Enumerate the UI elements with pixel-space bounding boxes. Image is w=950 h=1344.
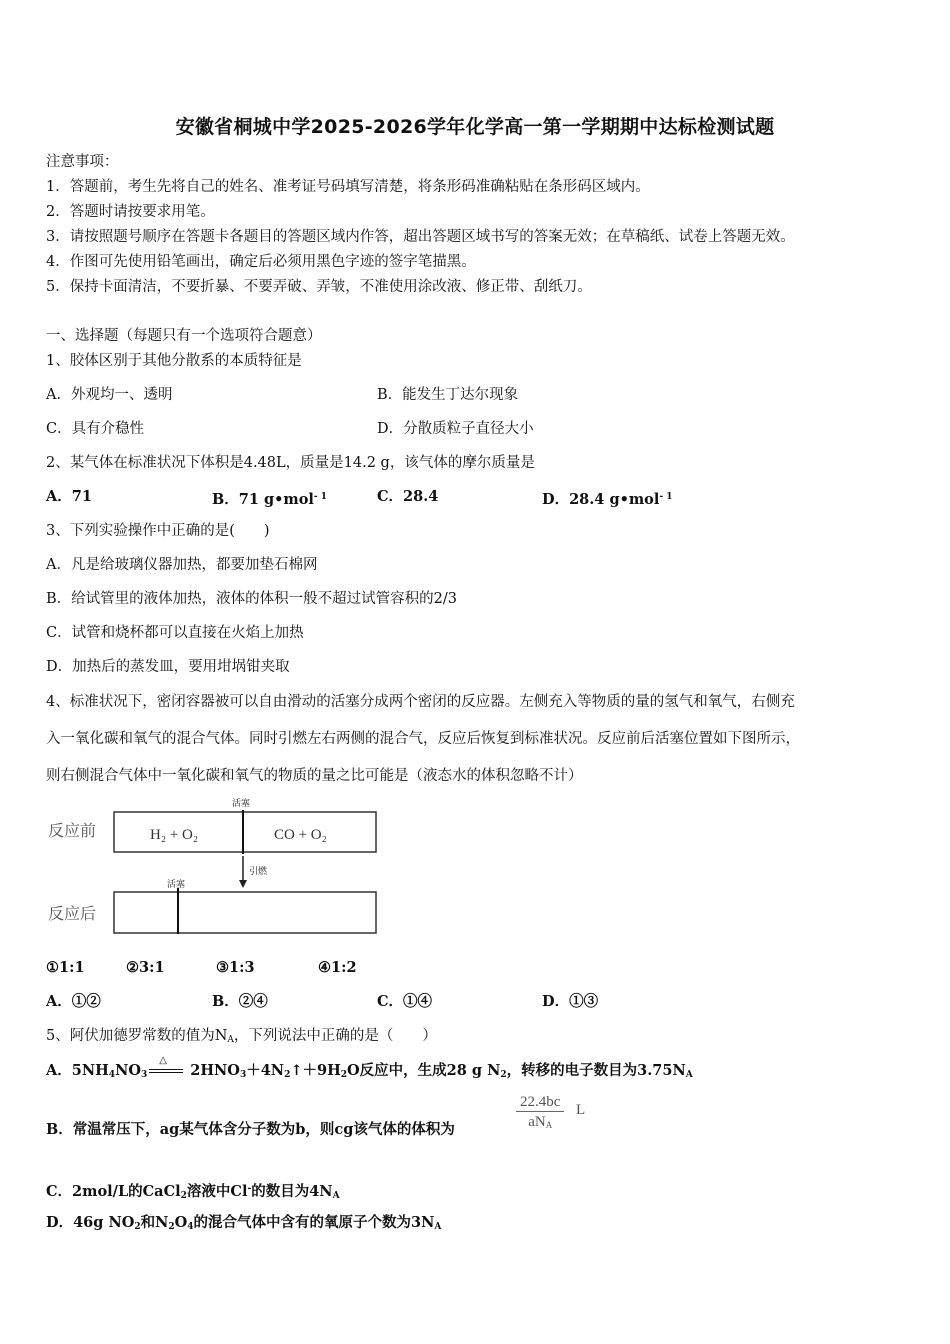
q5-option-b: B．常温常压下，ag某气体含分子数为b，则cg该气体的体积为 xyxy=(46,1121,455,1138)
q2-option-b xyxy=(212,487,327,510)
notice-item: 5．保持卡面清洁，不要折暴、不要弄破、弄皱，不准使用涂改液、修正带、刮纸刀。 xyxy=(46,279,592,295)
notice-item: 1．答题前，考生先将自己的姓名、准考证号码填写清楚，将条形码准确粘贴在条形码区域内。 xyxy=(46,179,650,195)
notice-heading: 注意事项： xyxy=(46,154,119,170)
q4-option-a: A．①② xyxy=(46,993,101,1010)
fraction-denominator-sub: A xyxy=(545,1120,553,1130)
q2-option-d-text: D．28.4 g•mol xyxy=(542,491,660,508)
ignite-arrowhead xyxy=(239,880,247,888)
q3-option-a: A．凡是给玻璃仪器加热，都要加垫石棉网 xyxy=(46,557,318,573)
piston-diagram xyxy=(46,796,380,938)
q3-option-c: C．试管和烧杯都可以直接在火焰上加热 xyxy=(46,625,304,641)
q3-option-d: D．加热后的蒸发皿，要用坩埚钳夹取 xyxy=(46,659,290,675)
q1-stem: 1、胶体区别于其他分散系的本质特征是 xyxy=(46,353,302,369)
before-label: 反应前 xyxy=(48,821,97,840)
q2-option-b-text: B．71 g•mol xyxy=(212,491,314,508)
q5-option-c: C．2mol/L的CaCl$_2$溶液中Cl-的数目为$4N_A$ xyxy=(46,1183,340,1201)
fraction-denominator xyxy=(516,1112,564,1131)
q4-stem-line3: 则右侧混合气体中一氧化碳和氧气的物质的量之比可能是（液态水的体积忽略不计） xyxy=(46,768,583,784)
q4-ratio-4: ④1:2 xyxy=(318,959,357,976)
q5-stem-end: ，下列说法中正确的是（ ） xyxy=(233,1028,437,1044)
q5-stem-sub: A xyxy=(227,1035,234,1045)
q2-option-d-exp: - 1 xyxy=(659,492,673,502)
page-title: 安徽省桐城中学2025-2026学年化学高一第一学期期中达标检测试题 xyxy=(175,116,775,138)
right-gas: CO + O₂ xyxy=(274,827,327,843)
ignite-label: 引燃 xyxy=(249,867,268,877)
q2-stem: 2、某气体在标准状况下体积是4.48L，质量是14.2 g，该气体的摩尔质量是 xyxy=(46,455,535,471)
q4-stem-line1: 4、标准状况下，密闭容器被可以自由滑动的活塞分成两个密闭的反应器。左侧充入等物质的量的氢气和氧气，右侧充 xyxy=(46,694,795,710)
section-heading: 一、选择题（每题只有一个选项符合题意） xyxy=(46,328,322,344)
fraction-unit: L xyxy=(576,1102,586,1118)
q1-option-d: D．分散质粒子直径大小 xyxy=(377,421,534,437)
fraction-denominator-text: aN xyxy=(528,1114,546,1130)
q5-stem-text: 5、阿伏加德罗常数的值为N xyxy=(46,1028,228,1044)
q4-ratio-3: ③1:3 xyxy=(216,959,255,976)
q4-ratio-2: ②3:1 xyxy=(126,959,165,976)
after-piston-label: 活塞 xyxy=(167,880,186,890)
fraction-numerator: 22.4bc xyxy=(516,1094,564,1112)
q3-stem: 3、下列实验操作中正确的是( ) xyxy=(46,523,270,539)
q1-option-a: A．外观均一、透明 xyxy=(46,387,173,403)
q4-option-b: B．②④ xyxy=(212,993,268,1010)
q4-stem-line2: 入一氧化碳和氧气的混合气体。同时引燃左右两侧的混合气，反应后恢复到标准状况。反应前后活塞位置如下图所示， xyxy=(46,731,800,747)
q4-option-d: D．①③ xyxy=(542,993,599,1010)
q5-option-d: D．46g $NO_2$和$N_2O_4$的混合气体中含有的氧原子个数为$3N_A$ xyxy=(46,1214,442,1232)
q4-option-c: C．①④ xyxy=(377,993,433,1010)
after-label: 反应后 xyxy=(48,904,97,923)
q1-option-b: B．能发生丁达尔现象 xyxy=(377,387,519,403)
before-piston-label: 活塞 xyxy=(232,799,251,809)
after-container xyxy=(114,892,376,933)
notice-item: 3．请按照题号顺序在答题卡各题目的答题区域内作答，超出答题区域书写的答案无效；在草稿纸、试卷上答题无效。 xyxy=(46,229,795,245)
q3-option-b: B．给试管里的液体加热，液体的体积一般不超过试管容积的2/3 xyxy=(46,591,457,607)
q2-option-c: C．28.4 xyxy=(377,488,439,505)
notice-item: 4．作图可先使用铅笔画出，确定后必须用黑色字迹的签字笔描黑。 xyxy=(46,254,476,270)
volume-fraction xyxy=(516,1094,586,1131)
q2-option-d xyxy=(542,487,673,510)
q2-option-b-exp: - 1 xyxy=(313,492,328,502)
q4-ratio-1: ①1:1 xyxy=(46,959,85,976)
q2-option-a: A．71 xyxy=(46,488,92,505)
q5-stem xyxy=(46,1026,437,1050)
left-gas: H₂ + O₂ xyxy=(150,827,199,843)
q1-option-c: C．具有介稳性 xyxy=(46,421,145,437)
notice-item: 2．答题时请按要求用笔。 xyxy=(46,204,215,220)
q5-option-a: A．$5NH_4NO_3$ △ $2HNO_3+4N_2↑+9H_2O$反应中，生成28 g $N_2$，转移的电子数目为$3.75N_A$ xyxy=(46,1061,693,1085)
heat-symbol: △ xyxy=(159,1055,167,1066)
